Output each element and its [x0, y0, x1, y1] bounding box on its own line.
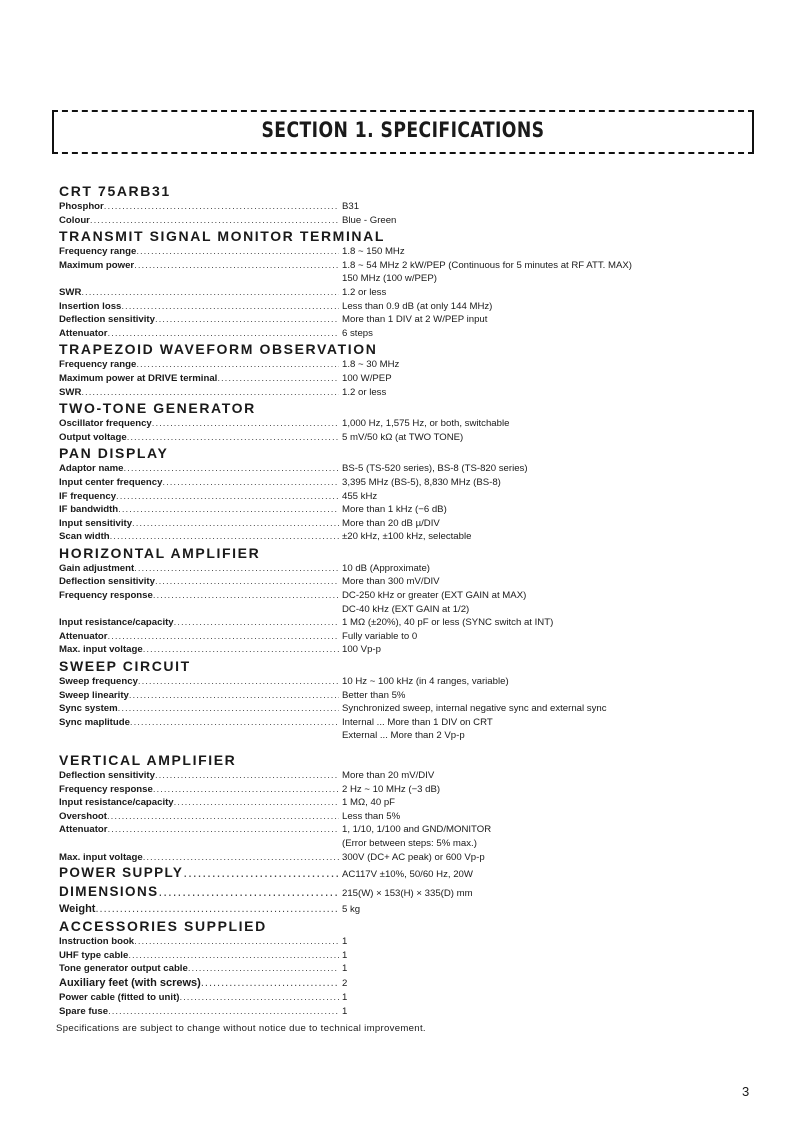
spec-value: 1 MΩ (±20%), 40 pF or less (SYNC switch at INT) [342, 617, 554, 629]
spec-label-text: Max. input voltage [59, 644, 143, 656]
spec-label-text: Input resistance/capacity [59, 797, 174, 809]
spec-row [59, 417, 759, 431]
spec-label-text: Maximum power at DRIVE terminal [59, 372, 218, 384]
spec-row [59, 327, 759, 341]
spec-row [59, 300, 759, 314]
spec-value: 1 [342, 1005, 348, 1017]
spec-value: 1.8 ~ 30 MHz [342, 359, 400, 371]
spec-value: 300V (DC+ AC peak) or 600 Vp-p [342, 851, 485, 863]
spec-value: Synchronized sweep, internal negative sync and external sync [342, 703, 607, 715]
spec-row [59, 462, 759, 476]
spec-label [59, 935, 339, 949]
spec-label [59, 702, 339, 716]
spec-row [59, 769, 759, 783]
spec-label-text: Scan width [59, 531, 110, 543]
spec-label-text: Input resistance/capacity [59, 617, 174, 629]
spec-label [59, 991, 339, 1005]
dot-leader [108, 327, 340, 341]
dot-leader [118, 503, 339, 517]
spec-label [59, 769, 339, 783]
spec-label-text: Frequency response [59, 590, 153, 602]
spec-value: 1 [342, 949, 348, 961]
spec-row [59, 976, 759, 991]
section-heading: PAN DISPLAY [59, 445, 169, 462]
spec-value: 10 dB (Approximate) [342, 562, 430, 574]
dot-leader [162, 476, 339, 490]
spec-value: More than 300 mV/DIV [342, 576, 440, 588]
spec-row [59, 431, 759, 445]
section-gap [59, 743, 759, 751]
spec-row [59, 245, 759, 259]
spec-label [59, 783, 339, 797]
spec-label [59, 214, 339, 228]
spec-value: More than 20 dB µ/DIV [342, 517, 440, 529]
spec-row [59, 935, 759, 949]
spec-label-text: Maximum power [59, 259, 135, 271]
page-title: SECTION 1. SPECIFICATIONS [261, 118, 545, 142]
spec-label-text: Auxiliary feet (with screws) [59, 976, 201, 989]
spec-row [59, 616, 759, 630]
spec-value: 1 [342, 936, 348, 948]
spec-row [59, 962, 759, 976]
spec-value: B31 [342, 201, 360, 212]
spec-label-text: POWER SUPPLY [59, 865, 184, 881]
spec-label [59, 823, 339, 837]
spec-row [59, 823, 759, 837]
dot-leader [153, 589, 339, 603]
spec-label-text: IF frequency [59, 490, 117, 502]
dot-leader [116, 490, 339, 504]
spec-label-text: Instruction book [59, 936, 135, 948]
spec-label [59, 372, 339, 386]
dot-leader [183, 864, 339, 881]
spec-row [59, 991, 759, 1005]
spec-label-text: Oscillator frequency [59, 418, 152, 430]
spec-label-text: Tone generator output cable [59, 963, 188, 975]
spec-value: Better than 5% [342, 689, 406, 701]
spec-row [59, 259, 759, 273]
footer-note: Specifications are subject to change without notice due to technical improvement. [56, 1023, 426, 1034]
spec-value: 455 kHz [342, 490, 378, 502]
spec-label-text: Output voltage [59, 431, 127, 443]
spec-label [59, 616, 339, 630]
spec-value: 1 [342, 963, 348, 975]
dot-leader [128, 949, 339, 963]
spec-row [59, 864, 759, 883]
spec-value: 1 MΩ, 40 pF [342, 797, 396, 809]
dot-leader [108, 630, 340, 644]
spec-value: BS-5 (TS-520 series), BS-8 (TS-820 series) [342, 463, 528, 475]
spec-value: 1.8 ~ 150 MHz [342, 246, 405, 258]
spec-label [59, 630, 339, 644]
spec-label [59, 313, 339, 327]
spec-row [59, 630, 759, 644]
dot-leader [121, 300, 339, 314]
section-heading: CRT 75ARB31 [59, 183, 171, 199]
spec-label [59, 864, 339, 881]
dot-leader [129, 689, 339, 703]
spec-label-text: Frequency range [59, 359, 137, 371]
spec-row [59, 562, 759, 576]
spec-row [59, 503, 759, 517]
spec-label-text: Power cable (fitted to unit) [59, 991, 180, 1003]
dot-leader [136, 245, 339, 259]
dot-leader [155, 313, 339, 327]
section-heading: ACCESSORIES SUPPLIED [59, 918, 267, 935]
spec-label-text: Input center frequency [59, 476, 163, 488]
spec-label-text: Attenuator [59, 824, 108, 836]
dot-leader [108, 823, 340, 837]
spec-label [59, 643, 339, 657]
spec-row [59, 490, 759, 504]
spec-row [59, 783, 759, 797]
spec-value: DC-250 kHz or greater (EXT GAIN at MAX) [342, 590, 527, 602]
spec-value: 1.2 or less [342, 286, 387, 298]
spec-label-text: Weight [59, 903, 96, 916]
spec-value: 1, 1/10, 1/100 and GND/MONITOR [342, 824, 492, 836]
spec-value: 150 MHz (100 w/PEP) [342, 273, 437, 285]
spec-label-text: IF bandwidth [59, 504, 119, 516]
spec-row [59, 1005, 759, 1019]
dot-leader [95, 902, 339, 916]
dot-leader [155, 575, 339, 589]
spec-value: 1,000 Hz, 1,575 Hz, or both, switchable [342, 418, 510, 430]
spec-label-text: Deflection sensitivity [59, 770, 155, 781]
spec-row [59, 729, 759, 743]
spec-label [59, 462, 339, 476]
spec-label-text: Sync maplitude [59, 716, 130, 728]
spec-row [59, 675, 759, 689]
spec-row [59, 851, 759, 865]
spec-label [59, 358, 339, 372]
spec-label [59, 976, 339, 990]
dot-leader [110, 530, 339, 544]
spec-label-text: UHF type cable [59, 949, 129, 961]
spec-label [59, 883, 339, 900]
dot-leader [90, 214, 339, 228]
dot-leader [155, 769, 339, 783]
section-banner [52, 110, 754, 154]
dot-leader [124, 462, 339, 476]
spec-label [59, 962, 339, 976]
spec-row [59, 214, 759, 228]
spec-row [59, 200, 759, 214]
dot-leader [138, 675, 339, 689]
spec-row [59, 517, 759, 531]
spec-label-text: Colour [59, 214, 90, 226]
spec-label-text: Frequency range [59, 246, 137, 258]
dot-leader [134, 935, 339, 949]
spec-label-text: Deflection sensitivity [59, 576, 155, 588]
spec-value: 2 Hz ~ 10 MHz (−3 dB) [342, 783, 441, 795]
banner-left-edge [52, 110, 54, 154]
spec-value: More than 1 DIV at 2 W/PEP input [342, 314, 488, 326]
spec-label [59, 851, 339, 865]
spec-label [59, 796, 339, 810]
dot-leader [152, 417, 339, 431]
spec-label-text: Sweep linearity [59, 689, 129, 701]
spec-row [59, 372, 759, 386]
spec-value: 215(W) × 153(H) × 335(D) mm [342, 888, 473, 900]
spec-row [59, 603, 759, 617]
spec-row [59, 272, 759, 286]
spec-label-text: SWR [59, 286, 82, 298]
spec-label-text: SWR [59, 386, 82, 398]
spec-value: DC-40 kHz (EXT GAIN at 1/2) [342, 603, 470, 615]
section-heading: VERTICAL AMPLIFIER [59, 752, 237, 768]
spec-value: 3,395 MHz (BS-5), 8,830 MHz (BS-8) [342, 476, 501, 488]
spec-value: Blue - Green [342, 214, 397, 226]
spec-value: 100 W/PEP [342, 372, 392, 384]
spec-label [59, 810, 339, 824]
section-heading: HORIZONTAL AMPLIFIER [59, 544, 261, 561]
spec-label-text: Input sensitivity [59, 517, 133, 529]
spec-row [59, 286, 759, 300]
spec-label [59, 562, 339, 576]
dot-leader [159, 883, 339, 900]
spec-value: External ... More than 2 Vp-p [342, 730, 465, 742]
spec-row [59, 716, 759, 730]
spec-label-text: Attenuator [59, 327, 108, 339]
dot-leader [179, 991, 339, 1005]
dot-leader [143, 851, 339, 865]
spec-label-text: Spare fuse [59, 1005, 109, 1017]
spec-label-text: Attenuator [59, 630, 108, 642]
spec-value: 1 [342, 991, 348, 1003]
spec-value: 100 Vp-p [342, 644, 381, 656]
spec-label [59, 431, 339, 445]
spec-row [59, 883, 759, 902]
spec-label [59, 200, 339, 214]
spec-row [59, 575, 759, 589]
spec-label [59, 386, 339, 400]
dot-leader [118, 702, 339, 716]
spec-row [59, 810, 759, 824]
spec-value: AC117V ±10%, 50/60 Hz, 20W [342, 869, 473, 881]
dot-leader [127, 431, 339, 445]
spec-value: 5 mV/50 kΩ (at TWO TONE) [342, 431, 464, 443]
spec-label [59, 902, 339, 916]
spec-label-text: Sync system [59, 703, 118, 715]
spec-label [59, 716, 339, 730]
spec-value: (Error between steps: 5% max.) [342, 837, 477, 849]
spec-label [59, 503, 339, 517]
spec-row [59, 530, 759, 544]
spec-value: More than 1 kHz (−6 dB) [342, 504, 447, 516]
spec-row [59, 949, 759, 963]
spec-row [59, 476, 759, 490]
spec-value: 1.2 or less [342, 386, 387, 398]
spec-row [59, 702, 759, 716]
dot-leader [174, 616, 339, 630]
spec-row [59, 902, 759, 917]
spec-label [59, 530, 339, 544]
spec-row [59, 358, 759, 372]
spec-row [59, 689, 759, 703]
dot-leader [174, 796, 339, 810]
spec-label [59, 949, 339, 963]
spec-value: Less than 5% [342, 810, 401, 822]
spec-label [59, 575, 339, 589]
banner-right-edge [752, 110, 754, 154]
spec-label [59, 476, 339, 490]
spec-value: 10 Hz ~ 100 kHz (in 4 ranges, variable) [342, 676, 509, 688]
spec-label [59, 327, 339, 341]
spec-label [59, 259, 339, 273]
spec-row [59, 313, 759, 327]
spec-row [59, 386, 759, 400]
spec-value: Internal ... More than 1 DIV on CRT [342, 716, 493, 728]
dot-leader [134, 562, 339, 576]
dot-leader [81, 386, 339, 400]
spec-row [59, 643, 759, 657]
spec-label-text: Insertion loss [59, 300, 122, 312]
spec-label-text: Deflection sensitivity [59, 314, 155, 326]
spec-label-text: Gain adjustment [59, 562, 135, 574]
dot-leader [132, 517, 339, 531]
page-number: 3 [742, 1084, 750, 1099]
dot-leader [81, 286, 339, 300]
spec-label-text: DIMENSIONS [59, 884, 159, 900]
spec-value: More than 20 mV/DIV [342, 770, 435, 781]
spec-label [59, 689, 339, 703]
spec-row [59, 589, 759, 603]
spec-value: Less than 0.9 dB (at only 144 MHz) [342, 300, 493, 312]
spec-label [59, 1005, 339, 1019]
banner-bottom-rule [52, 152, 754, 154]
dot-leader [217, 372, 339, 386]
spec-value: Fully variable to 0 [342, 630, 418, 642]
dot-leader [136, 358, 339, 372]
spec-label-text: Adaptor name [59, 463, 124, 475]
spec-label-text: Overshoot [59, 810, 107, 822]
section-heading: TRANSMIT SIGNAL MONITOR TERMINAL [59, 228, 386, 245]
section-heading: TRAPEZOID WAVEFORM OBSERVATION [59, 341, 378, 358]
dot-leader [188, 962, 339, 976]
spec-row [59, 796, 759, 810]
spec-label-text: Phosphor [59, 201, 104, 212]
spec-label [59, 589, 339, 603]
spec-label [59, 300, 339, 314]
spec-label [59, 490, 339, 504]
spec-label-text: Frequency response [59, 783, 153, 795]
banner-top-rule [52, 110, 754, 112]
specifications-list [59, 182, 759, 1018]
dot-leader [130, 716, 339, 730]
dot-leader [108, 1005, 339, 1019]
dot-leader [143, 643, 339, 657]
spec-value: 5 kg [342, 904, 361, 916]
spec-label [59, 675, 339, 689]
spec-value: 2 [342, 977, 348, 989]
spec-label-text: Sweep frequency [59, 676, 138, 688]
section-heading: SWEEP CIRCUIT [59, 658, 191, 675]
spec-label [59, 517, 339, 531]
spec-row [59, 837, 759, 851]
dot-leader [134, 259, 339, 273]
spec-value: 1.8 ~ 54 MHz 2 kW/PEP (Continuous for 5 minutes at RF ATT. MAX) [342, 259, 632, 271]
spec-value: 6 steps [342, 327, 373, 339]
spec-label [59, 286, 339, 300]
dot-leader [104, 200, 339, 214]
dot-leader [107, 810, 339, 824]
spec-label [59, 417, 339, 431]
dot-leader [153, 783, 339, 797]
spec-label-text: Max. input voltage [59, 851, 143, 863]
section-heading: TWO-TONE GENERATOR [59, 400, 256, 417]
spec-value: ±20 kHz, ±100 kHz, selectable [342, 531, 472, 543]
spec-label [59, 245, 339, 259]
dot-leader [201, 976, 339, 990]
